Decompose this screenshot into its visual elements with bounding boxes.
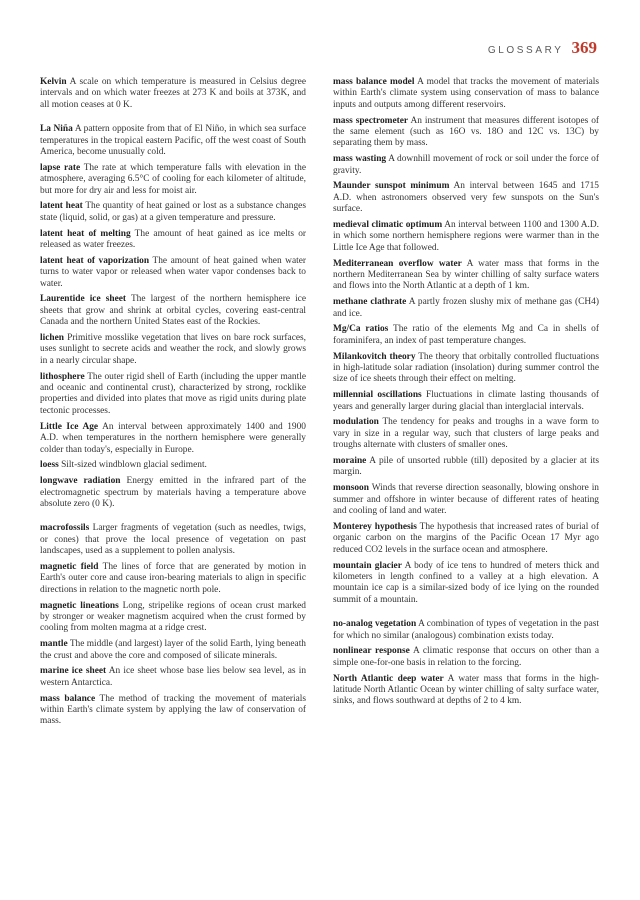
entry-definition: The theory that orbitally controlled fluctuations in high-latitude solar radiation (insolation) during summer control the size of ice sheets through their effect on melting. [333,351,599,385]
entry-definition: A combination of types of vegetation in the past for which no similar (analogous) combination exists today. [333,619,600,641]
glossary-entry [40,229,306,252]
entry-definition: A scale on which temperature is measured in Celsius degree intervals and on which water freezes at 273 K and boils at 373K, and all motion ceases at 0 K. [40,77,307,110]
entry-term: mountain glacier [333,560,402,571]
glossary-entry [333,154,599,177]
glossary-entry [333,561,599,607]
entry-term: longwave radiation [40,476,121,487]
entry-term: mantle [40,639,68,650]
glossary-entry [40,666,306,689]
entry-definition: An interval between 1645 and 1715 A.D. when astronomers observed very few sunspots on the Sun's surface. [333,181,599,215]
glossary-entry [40,562,306,596]
entry-definition: The rate at which temperature falls with elevation in the atmosphere, averaging 6.5°C of cooling for each kilometer of altitude, but more for dry air and less for moist air. [40,162,306,196]
glossary-entry [333,390,599,413]
entry-definition: The lines of force that are generated by motion in Earth's outer core and cause iron-bearing materials to align in specific directions in relation to the magnetic north pole. [40,561,307,595]
entry-definition: A model that tracks the movement of materials within Earth's climate system using conservation of mass to balance inputs and outputs among different reservoirs. [333,77,599,110]
glossary-entry [40,422,306,456]
entry-term: Maunder sunspot minimum [333,181,450,192]
entry-term: mass wasting [333,154,387,165]
page-number: 369 [571,38,597,57]
entry-definition: Long, stripelike regions of ocean crust marked by stronger or weaker magnetism acquired when the crust formed by cooling from molten magma at a ridge crest. [40,600,306,634]
entry-term: medieval climatic optimum [333,220,443,231]
entry-term: lapse rate [40,162,81,173]
glossary-entry [40,201,306,224]
entry-definition: Winds that reverse direction seasonally, blowing onshore in summer and offshore in winter because of different rates of heating and cooling of land and water. [333,483,599,517]
entry-definition: An interval between approximately 1400 and 1900 A.D. when temperatures in the northern hemisphere were generally colder than today's, especially in Europe. [40,421,306,455]
entry-term: Kelvin [40,77,67,87]
entry-term: Milankovitch theory [333,351,416,362]
glossary-entry [40,256,306,290]
entry-definition: The tendency for peaks and troughs in a wave form to vary in size in a regular way, such that clusters of large peaks and troughs alternate with clusters of smaller ones. [333,417,599,451]
glossary-entry [40,523,306,557]
glossary-entry [40,124,306,158]
entry-term: macrofossils [40,523,90,534]
glossary-entry [40,601,306,635]
entry-definition: A water mass that forms in the high-latitude North Atlantic Ocean by winter chilling of salty surface water, sinks, and flows southward at depths of 2 to 4 km. [333,673,600,707]
entry-definition: A pattern opposite from that of El Niño, in which sea surface temperatures in the tropical eastern Pacific, off the west coast of South America, become unusually cold. [40,124,306,158]
entry-term: millennial oscillations [333,390,422,401]
glossary-entry [333,619,599,642]
glossary-entry [40,333,306,367]
entry-definition: A partly frozen slushy mix of methane gas (CH4) and ice. [333,297,599,319]
entry-definition: The amount of heat gained as ice melts or released as water freezes. [40,228,307,251]
entry-term: Mg/Ca ratios [333,324,389,335]
glossary-entry [333,220,599,254]
entry-definition: A downhill movement of rock or soil under the force of gravity. [333,154,599,176]
entry-definition: Fluctuations in climate lasting thousands of years and generally larger during glacial than interglacial intervals. [333,390,600,412]
glossary-entry [333,181,599,215]
entry-term: moraine [333,456,367,467]
entry-definition: Silt-sized windblown glacial sediment. [61,460,207,471]
entry-term: latent heat [40,201,83,212]
entry-term: methane clathrate [333,297,407,308]
running-head: GLOSSARY [487,45,564,56]
glossary-entry [40,476,306,510]
glossary-entry [333,77,599,111]
glossary-entry [333,116,599,150]
entry-term: magnetic lineations [40,600,119,611]
glossary-entry [333,483,599,517]
glossary-entry [333,456,599,479]
entry-term: modulation [333,417,379,428]
entry-definition: The hypothesis that increased rates of burial of organic carbon on the margins of the Pacific Ocean 17 Myr ago reduced CO2 levels in the surface ocean and atmosphere. [333,521,599,555]
entry-term: lithosphere [40,371,85,382]
glossary-entry [333,259,599,293]
entry-term: latent heat of vaporization [40,255,150,266]
glossary-entry [40,163,306,197]
glossary-column-right [333,77,599,712]
entry-definition: A pile of unsorted rubble (till) deposited by a glacier at its margin. [333,456,599,478]
glossary-entry [333,522,599,556]
entry-definition: An instrument that measures different isotopes of the same element (such as 16O vs. 18O and 12C vs. 13C) by separating them by mass. [333,115,600,149]
glossary-entry [333,674,599,708]
glossary-entry [40,372,306,418]
entry-term: lichen [40,333,64,344]
entry-term: La Niña [40,124,73,135]
entry-definition: The largest of the northern hemisphere ice sheets that grow and shrink at orbital cycles, covering east-central Canada and the northern United States east of the Rockies. [40,294,306,328]
entry-term: no-analog vegetation [333,619,417,630]
glossary-entry [333,297,599,320]
entry-definition: A climatic response that occurs on other than a simple one-for-one basis in relation to the forcing. [333,646,600,668]
entry-term: North Atlantic deep water [333,673,444,684]
entry-definition: The amount of heat gained when water turns to water vapor or released when water vapor condenses back to water. [40,255,306,289]
entry-term: latent heat of melting [40,228,131,239]
glossary-entry [40,639,306,662]
glossary-entry [40,77,306,111]
entry-term: mass balance [40,693,96,704]
entry-definition: The method of tracking the movement of materials within Earth's climate system by applying the law of conservation of mass. [40,693,306,727]
entry-definition: The ratio of the elements Mg and Ca in shells of foraminifera, an index of past temperature changes. [333,324,599,346]
entry-definition: An interval between 1100 and 1300 A.D. in which some northern hemisphere regions were warmer than in the Little Ice Age that followed. [333,220,599,253]
entry-term: mass balance model [333,77,415,87]
glossary-entry [333,646,599,669]
entry-term: mass spectrometer [333,115,409,126]
glossary-entry [40,694,306,728]
entry-term: nonlinear response [333,646,410,657]
entry-definition: The middle (and largest) layer of the solid Earth, lying beneath the crust and above the core and composed of silicate minerals. [40,639,306,661]
entry-term: monsoon [333,483,369,494]
glossary-entry [40,460,306,471]
entry-definition: Primitive mosslike vegetation that lives on bare rock surfaces, uses sunlight to secrete acids and weather the rock, and slowly grows in a nearly circular shape. [40,333,307,366]
entry-term: Laurentide ice sheet [40,294,127,305]
page-header [488,38,597,58]
entry-term: loess [40,460,59,471]
glossary-entry [333,324,599,347]
entry-term: Monterey hypothesis [333,521,417,532]
entry-definition: A water mass that forms in the northern Mediterranean Sea by winter chilling of salty surface waters and flows into the North Atlantic at a depth of 1 km. [333,258,599,292]
entry-definition: An ice sheet whose base lies below sea level, as in western Antarctica. [40,666,307,688]
entry-definition: The outer rigid shell of Earth (including the upper mantle and oceanic and continental crust), characterized by strong, rocklike properties and divided into plates that move as rigid units during plate tectonic processes. [40,371,306,416]
entry-definition: A body of ice tens to hundred of meters thick and kilometers in length confined to a valley at a high elevation. A mountain ice cap is a similar-sized body of ice lying on the rounded summit of a mountain. [333,560,600,605]
entry-definition: The quantity of heat gained or lost as a substance changes state (liquid, solid, or gas) at a given temperature and pressure. [40,201,306,223]
entry-term: Little Ice Age [40,421,99,432]
glossary-column-left [40,77,306,732]
entry-term: magnetic field [40,561,99,572]
entry-definition: Larger fragments of vegetation (such as needles, twigs, or cones) that prove the local presence of vegetation on past landscapes, used as a supplement to pollen analysis. [40,523,307,557]
entry-definition: Energy emitted in the infrared part of the electromagnetic spectrum by materials having a temperature above absolute zero (0 K). [40,476,306,509]
glossary-entry [333,352,599,386]
entry-term: marine ice sheet [40,666,107,677]
glossary-entry [333,417,599,451]
entry-term: Mediterranean overflow water [333,258,462,269]
glossary-entry [40,294,306,328]
